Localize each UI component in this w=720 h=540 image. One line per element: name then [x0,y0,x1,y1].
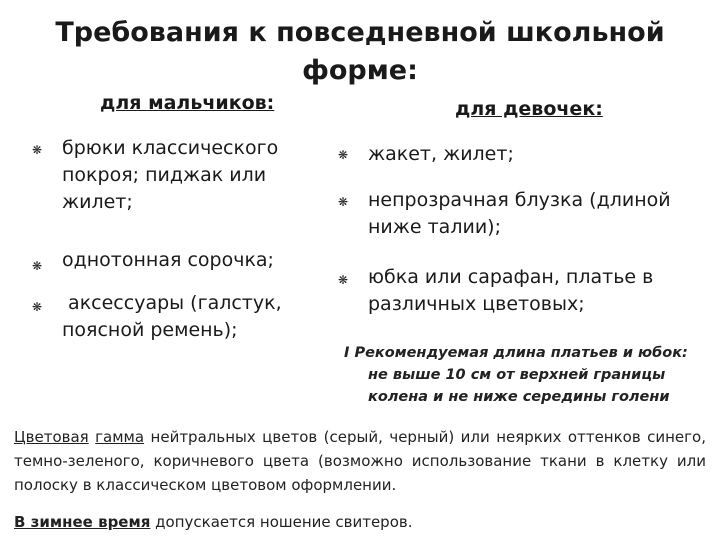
color-gamma-paragraph [14,425,706,497]
diamond-bullet-icon: ❋ [32,300,43,314]
note-line-1: Рекомендуемая длина платьев и юбок: [354,345,688,361]
boys-item-3: аксессуары (галстук, поясной ремень); [62,292,288,341]
boys-item-1: брюки классического покроя; пиджак или жилет; [62,137,279,213]
boys-item-2: однотонная сорочка; [62,249,274,271]
winter-paragraph [14,510,706,534]
boys-heading: для мальчиков: [100,92,275,114]
note-line-2: не выше 10 см от верхней границы колена и не ниже середины голени [368,367,670,405]
girls-item-3: юбка или сарафан, платье в различных цветовых; [368,266,654,315]
length-recommendation-note [344,342,714,408]
page-title: Требования к повседневной школьной форме: [55,17,665,86]
diamond-bullet-icon: ❋ [338,148,349,162]
color-term-2: гамма [95,428,145,446]
diamond-bullet-icon: ❋ [32,259,43,273]
girls-item-2: непрозрачная блузка (длиной ниже талии); [368,189,671,238]
diamond-bullet-icon: ❋ [32,143,43,157]
girls-heading: для девочек: [455,98,603,120]
diamond-bullet-icon: ❋ [338,273,349,287]
winter-term: В зимнее время [14,513,151,531]
note-marker: I [344,345,350,361]
color-term-1: Цветовая [14,428,89,446]
diamond-bullet-icon: ❋ [338,195,349,209]
color-text: нейтральных цветов (серый, черный) или неярких оттенков синего, темно-зеленого, коричневого цвета (возможно использование ткани в клетку или полоску в классическом цветовом оформлении. [14,428,706,494]
girls-item-1: жакет, жилет; [368,143,514,165]
winter-text: допускается ношение свитеров. [155,513,413,531]
